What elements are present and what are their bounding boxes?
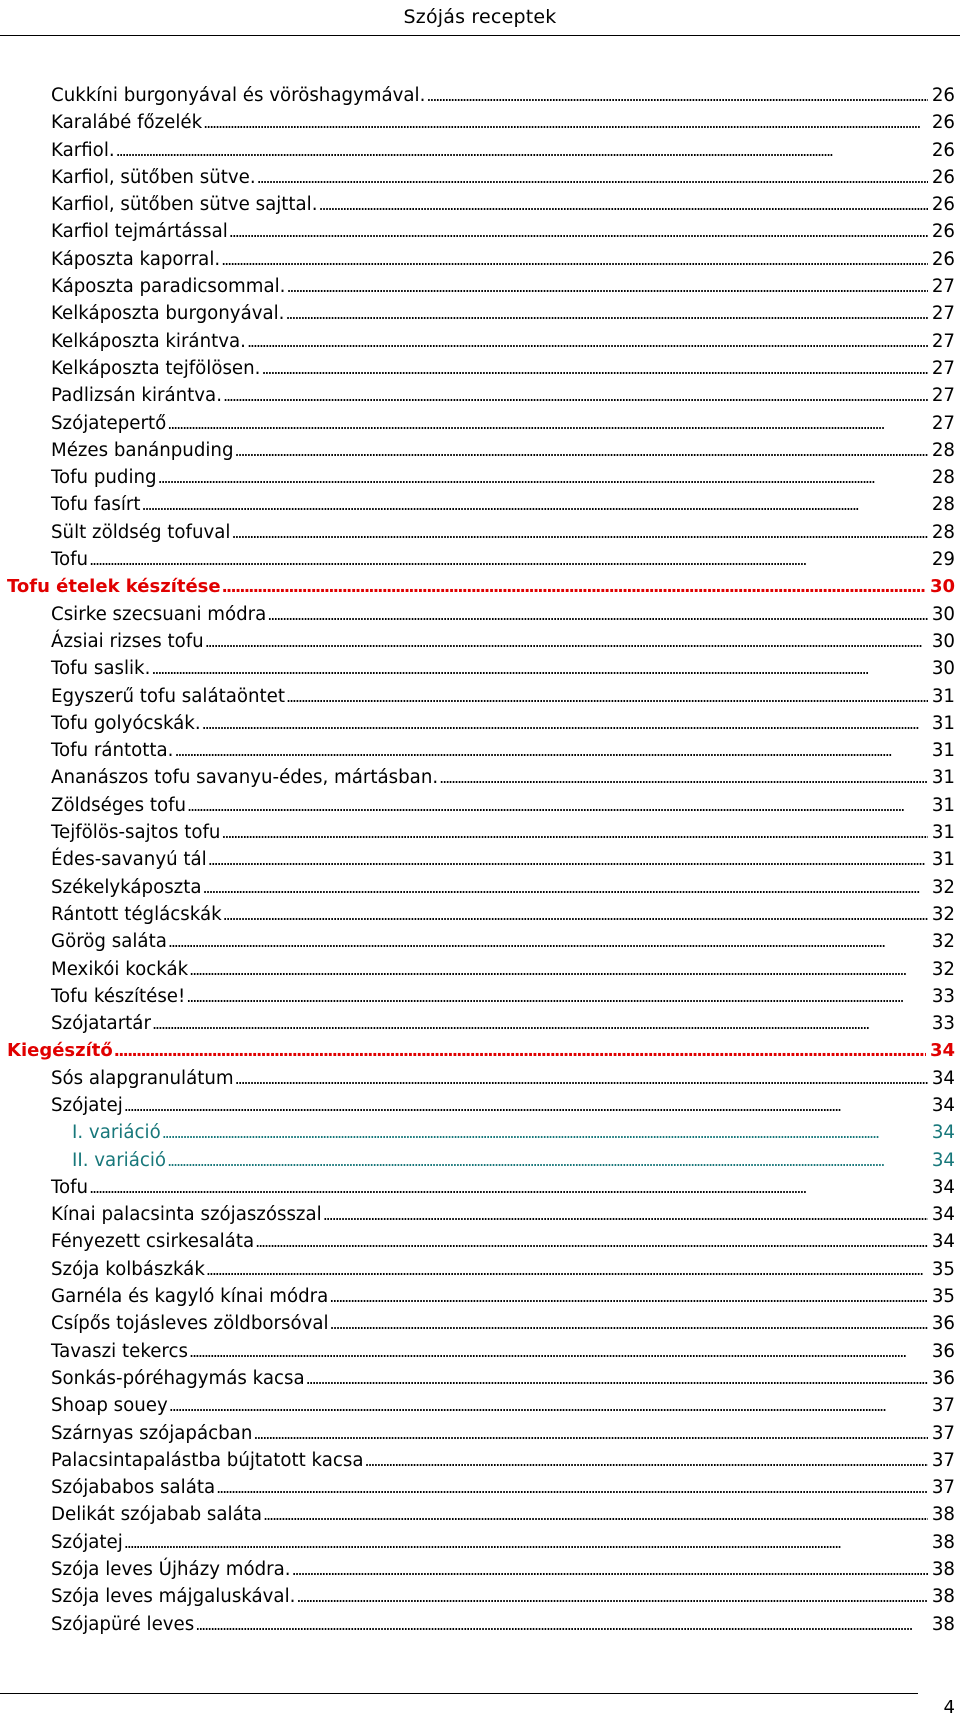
toc-entry-link[interactable] bbox=[0, 491, 955, 518]
toc-entry-title: Tejfölös-sajtos tofu bbox=[51, 822, 221, 844]
toc-entry-page: 28 bbox=[931, 467, 955, 489]
toc-entry-link[interactable] bbox=[0, 1310, 955, 1337]
toc-entry-page: 30 bbox=[931, 630, 955, 652]
dot-leader bbox=[168, 928, 928, 955]
toc-entry-page: 32 bbox=[931, 903, 955, 925]
footer-divider bbox=[0, 1693, 918, 1694]
toc-entry-title: Görög saláta bbox=[51, 931, 167, 953]
toc-entry-page: 31 bbox=[931, 712, 955, 734]
toc-entry-page: 36 bbox=[931, 1340, 955, 1362]
dot-leader bbox=[255, 1228, 928, 1255]
toc-entry-link[interactable] bbox=[0, 328, 955, 355]
toc-entry-page: 34 bbox=[931, 1094, 955, 1116]
toc-entry-page: 37 bbox=[931, 1449, 955, 1471]
toc-entry-title: Kelkáposzta tejfölösen. bbox=[51, 357, 261, 379]
toc-entry-title: I. variáció bbox=[72, 1122, 161, 1144]
toc-entry-page: 34 bbox=[929, 1040, 955, 1062]
toc-entry-link[interactable] bbox=[0, 137, 955, 164]
toc-entry-link[interactable] bbox=[0, 1420, 955, 1447]
toc-entry-link[interactable] bbox=[0, 683, 955, 710]
toc-entry-title: Karfiol. bbox=[51, 139, 115, 161]
toc-entry-link[interactable] bbox=[0, 710, 955, 737]
toc-entry-title: Zöldséges tofu bbox=[51, 794, 187, 816]
toc-entry-link[interactable] bbox=[0, 1201, 955, 1228]
toc-entry-title: Szója kolbászkák bbox=[51, 1258, 205, 1280]
toc-entry-page: 27 bbox=[931, 385, 955, 407]
toc-entry-link[interactable] bbox=[0, 246, 955, 273]
dot-leader bbox=[292, 1556, 928, 1583]
toc-entry-title: Édes-savanyú tál bbox=[51, 849, 207, 871]
toc-entry-page: 37 bbox=[931, 1395, 955, 1417]
toc-section-link[interactable] bbox=[0, 1037, 955, 1064]
dot-leader bbox=[203, 874, 928, 901]
toc-entry-title: Tofu bbox=[51, 549, 89, 571]
toc-entry-title: Karfiol tejmártással bbox=[51, 221, 228, 243]
toc-entry-link[interactable] bbox=[0, 928, 955, 955]
toc-entry-title: Sós alapgranulátum bbox=[51, 1067, 234, 1089]
toc-entry-title: Tofu puding bbox=[51, 467, 157, 489]
toc-entry-title: Karfiol, sütőben sütve sajttal. bbox=[51, 194, 318, 216]
dot-leader bbox=[329, 1283, 928, 1310]
toc-entry-page: 38 bbox=[931, 1504, 955, 1526]
dot-leader bbox=[221, 246, 928, 273]
toc-entry-link[interactable] bbox=[0, 819, 955, 846]
toc-entry-title: Palacsintapalástba bújtatott kacsa bbox=[51, 1449, 364, 1471]
toc-entry-link[interactable] bbox=[0, 1474, 955, 1501]
toc-entry-title: Szója leves májgaluskával. bbox=[51, 1586, 296, 1608]
toc-entry-page: 38 bbox=[931, 1613, 955, 1635]
toc-entry-link[interactable] bbox=[0, 82, 955, 109]
dot-leader bbox=[195, 1611, 928, 1638]
toc-entry-page: 31 bbox=[931, 849, 955, 871]
toc-entry-title: Sült zöldség tofuval bbox=[51, 521, 231, 543]
toc-entry-page: 37 bbox=[931, 1422, 955, 1444]
toc-entry-title: Tofu fasírt bbox=[51, 494, 141, 516]
toc-entry-page: 26 bbox=[931, 85, 955, 106]
toc-entry-link[interactable] bbox=[0, 1283, 955, 1310]
toc-entry-title: Szója leves Újházy módra. bbox=[51, 1559, 291, 1581]
dot-leader bbox=[286, 273, 927, 300]
toc-entry-title: Sonkás-póréhagymás kacsa bbox=[51, 1367, 305, 1389]
dot-leader bbox=[235, 437, 928, 464]
toc-entry-link[interactable] bbox=[0, 792, 955, 819]
toc-entry-page: 33 bbox=[931, 985, 955, 1007]
dot-leader bbox=[216, 1474, 928, 1501]
dot-leader bbox=[261, 355, 927, 382]
toc-entry-title: Karalábé főzelék bbox=[51, 112, 203, 134]
toc-entry-title: Szójatepertő bbox=[51, 412, 167, 434]
dot-leader bbox=[114, 1037, 926, 1064]
dot-leader bbox=[257, 164, 928, 191]
toc-entry-title: Szárnyas szójapácban bbox=[51, 1422, 253, 1444]
toc-entry-title: Padlizsán kirántva. bbox=[51, 385, 222, 407]
toc-entry-page: 38 bbox=[931, 1531, 955, 1553]
toc-entry-link[interactable] bbox=[0, 273, 955, 300]
toc-entry-title: Garnéla és kagyló kínai módra bbox=[51, 1286, 329, 1308]
dot-leader bbox=[221, 819, 927, 846]
toc-entry-link[interactable] bbox=[0, 1256, 955, 1283]
table-of-contents bbox=[0, 82, 955, 1638]
toc-entry-link[interactable] bbox=[0, 546, 955, 573]
dot-leader bbox=[167, 410, 928, 437]
toc-entry-page: 35 bbox=[931, 1258, 955, 1280]
toc-entry-title: Szójatej bbox=[51, 1531, 123, 1553]
toc-entry-page: 34 bbox=[931, 1067, 955, 1089]
dot-leader bbox=[89, 546, 928, 573]
toc-entry-title: Ananászos tofu savanyu-édes, mártásban. bbox=[51, 767, 439, 789]
toc-entry-title: Székelykáposzta bbox=[51, 876, 202, 898]
toc-entry-link[interactable] bbox=[0, 1365, 955, 1392]
toc-entry-title: Tofu rántotta. bbox=[51, 740, 174, 762]
toc-entry-page: 34 bbox=[931, 1231, 955, 1253]
dot-leader bbox=[169, 1392, 928, 1419]
toc-entry-page: 28 bbox=[931, 439, 955, 461]
toc-entry-title: Szójababos saláta bbox=[51, 1477, 216, 1499]
toc-entry-title: Szójapüré leves bbox=[51, 1613, 195, 1635]
dot-leader bbox=[235, 1065, 928, 1092]
toc-entry-link[interactable] bbox=[0, 1556, 955, 1583]
toc-entry-page: 38 bbox=[931, 1559, 955, 1581]
toc-entry-page: 27 bbox=[931, 412, 955, 434]
toc-entry-page: 37 bbox=[931, 1477, 955, 1499]
toc-entry-title: Mézes banánpuding bbox=[51, 439, 234, 461]
toc-entry-link[interactable] bbox=[0, 601, 955, 628]
toc-entry-link[interactable] bbox=[0, 1529, 955, 1556]
toc-entry-title: Káposzta kaporral. bbox=[51, 248, 221, 270]
toc-section-link[interactable] bbox=[0, 573, 955, 600]
dot-leader bbox=[426, 82, 927, 109]
dot-leader bbox=[205, 628, 928, 655]
dot-leader bbox=[158, 464, 928, 491]
toc-entry-page: 31 bbox=[931, 767, 955, 789]
dot-leader bbox=[142, 491, 928, 518]
toc-entry-title: Tofu saslik. bbox=[51, 658, 151, 680]
toc-entry-link[interactable] bbox=[0, 382, 955, 409]
toc-entry-page: 34 bbox=[931, 1149, 955, 1171]
toc-entry-title: Tofu készítése! bbox=[51, 985, 186, 1007]
dot-leader bbox=[323, 1201, 928, 1228]
toc-entry-page: 26 bbox=[931, 166, 955, 188]
toc-entry-title: Csirke szecsuani módra bbox=[51, 603, 267, 625]
toc-entry-page: 27 bbox=[931, 330, 955, 352]
dot-leader bbox=[189, 956, 928, 983]
toc-entry-page: 27 bbox=[931, 276, 955, 298]
dot-leader bbox=[124, 1529, 928, 1556]
toc-entry-title: Mexikói kockák bbox=[51, 958, 189, 980]
toc-entry-page: 26 bbox=[931, 139, 955, 161]
toc-entry-page: 31 bbox=[931, 685, 955, 707]
toc-entry-link[interactable] bbox=[0, 437, 955, 464]
toc-entry-title: Karfiol, sütőben sütve. bbox=[51, 166, 256, 188]
page-header bbox=[0, 0, 960, 36]
dot-leader bbox=[124, 1092, 928, 1119]
dot-leader bbox=[319, 191, 928, 218]
dot-leader bbox=[203, 109, 928, 136]
toc-entry-page: 30 bbox=[931, 658, 955, 680]
toc-entry-link[interactable] bbox=[0, 164, 955, 191]
toc-entry-title: Káposzta paradicsommal. bbox=[51, 276, 286, 298]
toc-entry-link[interactable] bbox=[0, 1392, 955, 1419]
toc-entry-page: 32 bbox=[931, 876, 955, 898]
toc-entry-title: Kínai palacsinta szójaszósszal bbox=[51, 1204, 322, 1226]
toc-entry-page: 31 bbox=[931, 740, 955, 762]
toc-entry-title: Szójatej bbox=[51, 1094, 123, 1116]
toc-entry-title: Tofu ételek készítése bbox=[7, 576, 221, 598]
toc-entry-link[interactable] bbox=[0, 846, 955, 873]
toc-entry-link[interactable] bbox=[0, 464, 955, 491]
toc-entry-page: 26 bbox=[931, 112, 955, 134]
toc-entry-page: 35 bbox=[931, 1286, 955, 1308]
dot-leader bbox=[223, 382, 928, 409]
toc-entry-link[interactable] bbox=[0, 218, 955, 245]
toc-entry-link[interactable] bbox=[0, 1338, 955, 1365]
dot-leader bbox=[247, 328, 928, 355]
toc-entry-title: Kelkáposzta burgonyával. bbox=[51, 303, 285, 325]
dot-leader bbox=[306, 1365, 928, 1392]
toc-entry-page: 29 bbox=[931, 549, 955, 571]
dot-leader bbox=[187, 792, 928, 819]
toc-entry-link[interactable] bbox=[0, 1092, 955, 1119]
dot-leader bbox=[152, 1010, 928, 1037]
toc-entry-page: 34 bbox=[931, 1176, 955, 1198]
toc-entry-link[interactable] bbox=[0, 1447, 955, 1474]
toc-entry-link[interactable] bbox=[0, 956, 955, 983]
toc-entry-link[interactable] bbox=[0, 1119, 955, 1146]
toc-entry-page: 33 bbox=[931, 1013, 955, 1035]
toc-entry-title: II. variáció bbox=[72, 1149, 167, 1171]
toc-entry-link[interactable] bbox=[0, 1611, 955, 1638]
dot-leader bbox=[186, 983, 928, 1010]
dot-leader bbox=[206, 1256, 928, 1283]
toc-entry-title: Kelkáposzta kirántva. bbox=[51, 330, 246, 352]
dot-leader bbox=[162, 1119, 928, 1146]
toc-entry-link[interactable] bbox=[0, 764, 955, 791]
toc-entry-page: 32 bbox=[931, 931, 955, 953]
toc-entry-link[interactable] bbox=[0, 191, 955, 218]
toc-entry-title: Ázsiai rizses tofu bbox=[51, 630, 204, 652]
dot-leader bbox=[229, 218, 928, 245]
toc-entry-title: Cukkíni burgonyával és vöröshagymával. bbox=[51, 85, 426, 106]
toc-entry-link[interactable] bbox=[0, 355, 955, 382]
dot-leader bbox=[439, 764, 928, 791]
toc-entry-page: 28 bbox=[931, 494, 955, 516]
toc-entry-title: Rántott téglácskák bbox=[51, 903, 222, 925]
dot-leader bbox=[189, 1338, 928, 1365]
toc-entry-page: 27 bbox=[931, 303, 955, 325]
toc-entry-title: Tavaszi tekercs bbox=[51, 1340, 188, 1362]
toc-entry-page: 30 bbox=[929, 576, 955, 598]
dot-leader bbox=[89, 1174, 928, 1201]
dot-leader bbox=[151, 655, 927, 682]
toc-entry-page: 26 bbox=[931, 248, 955, 270]
toc-entry-link[interactable] bbox=[0, 874, 955, 901]
toc-entry-page: 34 bbox=[931, 1122, 955, 1144]
toc-entry-page: 28 bbox=[931, 521, 955, 543]
dot-leader bbox=[267, 601, 928, 628]
toc-entry-link[interactable] bbox=[0, 1228, 955, 1255]
toc-entry-link[interactable] bbox=[0, 983, 955, 1010]
toc-entry-title: Fényezett csirkesaláta bbox=[51, 1231, 255, 1253]
toc-entry-link[interactable] bbox=[0, 519, 955, 546]
toc-entry-link[interactable] bbox=[0, 628, 955, 655]
toc-entry-title: Tofu bbox=[51, 1176, 89, 1198]
dot-leader bbox=[174, 737, 927, 764]
dot-leader bbox=[208, 846, 928, 873]
toc-entry-link[interactable] bbox=[0, 1147, 955, 1174]
toc-entry-link[interactable] bbox=[0, 410, 955, 437]
dot-leader bbox=[364, 1447, 927, 1474]
toc-entry-title: Szójatartár bbox=[51, 1013, 151, 1035]
dot-leader bbox=[296, 1583, 927, 1610]
toc-entry-page: 26 bbox=[931, 221, 955, 243]
toc-entry-title: Tofu golyócskák. bbox=[51, 712, 201, 734]
dot-leader bbox=[202, 710, 928, 737]
toc-entry-link[interactable] bbox=[0, 1010, 955, 1037]
toc-entry-link[interactable] bbox=[0, 109, 955, 136]
dot-leader bbox=[286, 683, 928, 710]
dot-leader bbox=[116, 137, 928, 164]
toc-entry-page: 36 bbox=[931, 1313, 955, 1335]
toc-entry-link[interactable] bbox=[0, 655, 955, 682]
toc-entry-page: 36 bbox=[931, 1367, 955, 1389]
dot-leader bbox=[231, 519, 927, 546]
dot-leader bbox=[285, 300, 927, 327]
toc-entry-page: 31 bbox=[931, 794, 955, 816]
toc-entry-title: Egyszerű tofu salátaöntet bbox=[51, 685, 285, 707]
toc-entry-page: 34 bbox=[931, 1204, 955, 1226]
dot-leader bbox=[222, 573, 926, 600]
toc-entry-page: 38 bbox=[931, 1586, 955, 1608]
toc-entry-page: 30 bbox=[931, 603, 955, 625]
toc-entry-link[interactable] bbox=[0, 901, 955, 928]
toc-entry-title: Delikát szójabab saláta bbox=[51, 1504, 263, 1526]
dot-leader bbox=[330, 1310, 928, 1337]
toc-entry-title: Csípős tojásleves zöldborsóval bbox=[51, 1313, 329, 1335]
dot-leader bbox=[263, 1501, 928, 1528]
page-number: 4 bbox=[943, 1697, 955, 1718]
toc-entry-link[interactable] bbox=[0, 737, 955, 764]
toc-entry-link[interactable] bbox=[0, 1174, 955, 1201]
toc-entry-link[interactable] bbox=[0, 1501, 955, 1528]
toc-entry-title: Kiegészítő bbox=[7, 1040, 113, 1062]
toc-entry-link[interactable] bbox=[0, 1583, 955, 1610]
toc-entry-page: 32 bbox=[931, 958, 955, 980]
toc-entry-title: Shoap souey bbox=[51, 1395, 168, 1417]
toc-entry-page: 27 bbox=[931, 357, 955, 379]
toc-entry-page: 31 bbox=[931, 822, 955, 844]
dot-leader bbox=[167, 1147, 928, 1174]
header-title: Szójás receptek bbox=[403, 6, 557, 28]
toc-entry-page: 26 bbox=[931, 194, 955, 216]
toc-entry-link[interactable] bbox=[0, 1065, 955, 1092]
dot-leader bbox=[253, 1420, 928, 1447]
dot-leader bbox=[223, 901, 928, 928]
toc-entry-link[interactable] bbox=[0, 300, 955, 327]
